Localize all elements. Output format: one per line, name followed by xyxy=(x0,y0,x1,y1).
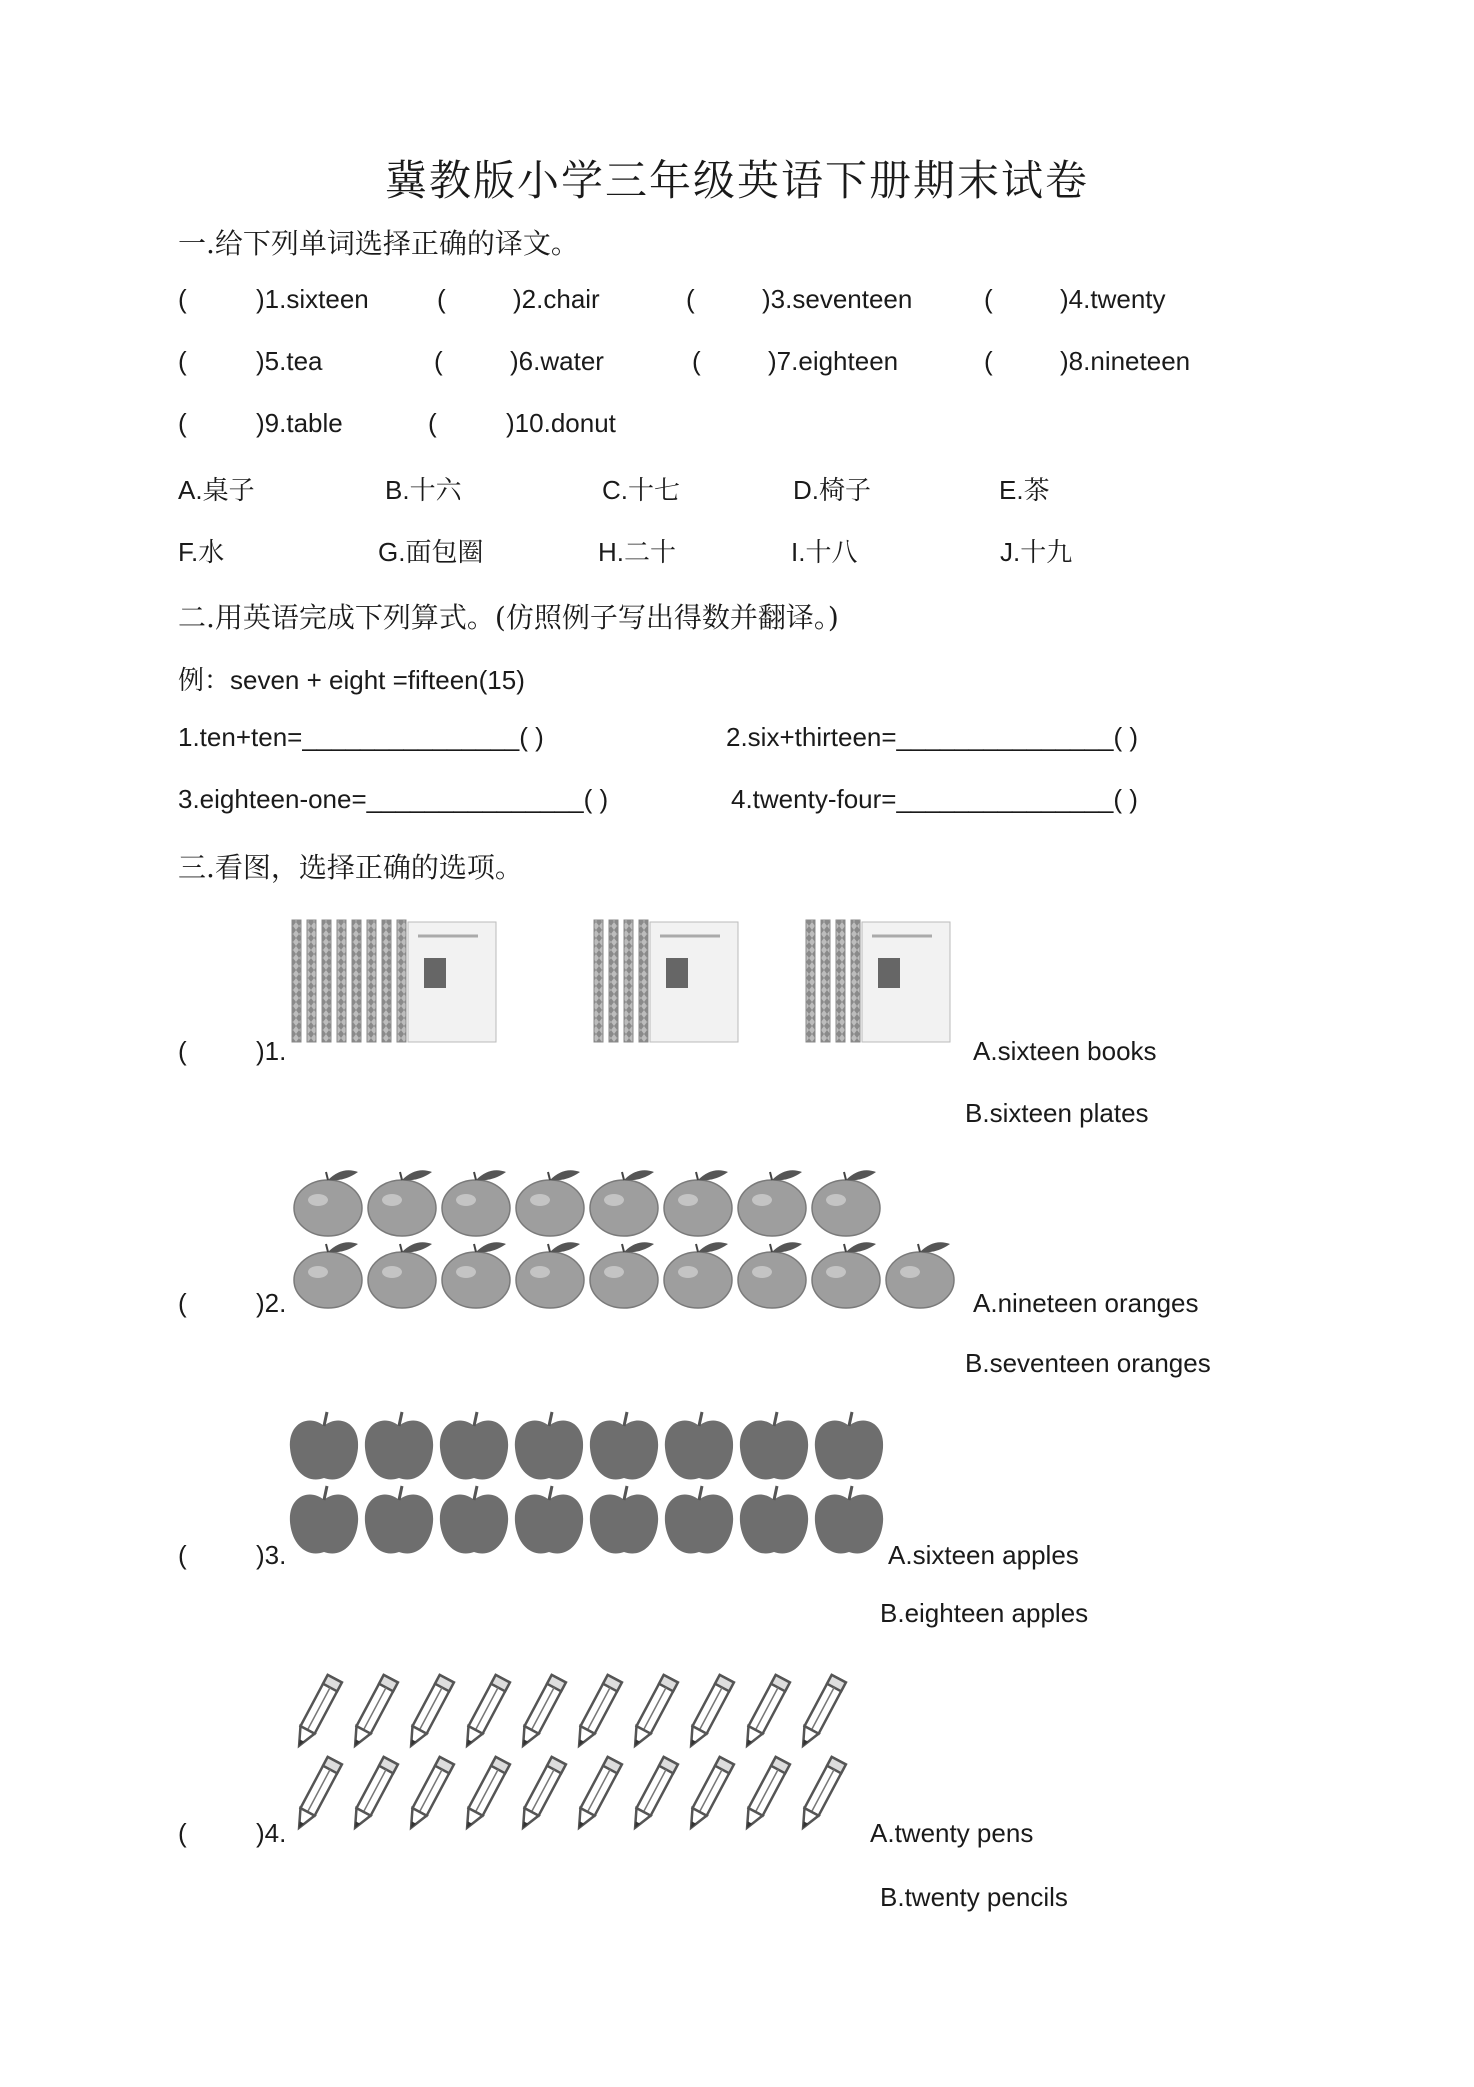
answer-paren-open: ( xyxy=(178,346,187,376)
apple-icon xyxy=(740,1486,808,1554)
orange-icon xyxy=(442,1170,510,1236)
option-d: D.椅子 xyxy=(793,475,872,505)
orange-icon xyxy=(516,1170,584,1236)
orange-icon xyxy=(664,1242,732,1308)
pencil-icon xyxy=(404,1675,454,1750)
apple-icon xyxy=(365,1486,433,1554)
orange-icon xyxy=(368,1170,436,1236)
option-e: E.茶 xyxy=(999,475,1050,505)
word-item: )4.twenty xyxy=(1060,284,1166,314)
answer-paren-open: ( xyxy=(984,284,993,314)
pencil-icon xyxy=(516,1757,566,1832)
book-stack-icon xyxy=(594,920,738,1042)
word-item: )9.table xyxy=(256,408,343,438)
page-title: 冀教版小学三年级英语下册期末试卷 xyxy=(384,156,1089,205)
question-number: )1. xyxy=(256,1036,287,1066)
question-number: )3. xyxy=(256,1540,287,1570)
math-question-4: 4.twenty-four=_______________( ) xyxy=(731,784,1138,814)
answer-paren-open: ( xyxy=(178,284,187,314)
orange-icon xyxy=(294,1242,362,1308)
math-question-1: 1.ten+ten=_______________( ) xyxy=(178,722,544,752)
word-item: )1.sixteen xyxy=(256,284,369,314)
orange-icon xyxy=(368,1242,436,1308)
option-b: B.十六 xyxy=(385,475,462,505)
answer-paren-open: ( xyxy=(178,1818,187,1848)
orange-icon xyxy=(516,1242,584,1308)
answer-paren-open: ( xyxy=(437,284,446,314)
answer-paren-open: ( xyxy=(428,408,437,438)
choice-a: A.nineteen oranges xyxy=(973,1288,1199,1318)
math-question-2: 2.six+thirteen=_______________( ) xyxy=(726,722,1138,752)
choice-a: A.sixteen books xyxy=(973,1036,1157,1066)
answer-paren-open: ( xyxy=(178,1036,187,1066)
pencil-icon xyxy=(292,1757,342,1832)
orange-icon xyxy=(738,1242,806,1308)
orange-icon xyxy=(886,1242,954,1308)
word-item: )3.seventeen xyxy=(762,284,913,314)
word-item: )2.chair xyxy=(513,284,600,314)
apple-icon xyxy=(440,1486,508,1554)
pencil-icon xyxy=(740,1675,790,1750)
pencil-icon xyxy=(460,1757,510,1832)
pencil-icon xyxy=(572,1675,622,1750)
pencil-icon xyxy=(684,1757,734,1832)
pencil-icon xyxy=(684,1675,734,1750)
pencil-icon xyxy=(516,1675,566,1750)
apple-icon xyxy=(290,1412,358,1480)
option-c: C.十七 xyxy=(602,475,681,505)
word-item: )8.nineteen xyxy=(1060,346,1191,376)
choice-b: B.twenty pencils xyxy=(880,1882,1068,1912)
pencil-icon xyxy=(572,1757,622,1832)
apple-icon xyxy=(515,1412,583,1480)
apple-icon xyxy=(665,1486,733,1554)
option-h: H.二十 xyxy=(598,537,677,567)
section2-heading: 二.用英语完成下列算式。(仿照例子写出得数并翻译。) xyxy=(178,601,839,634)
option-i: I.十八 xyxy=(791,537,858,567)
apple-icon xyxy=(815,1486,883,1554)
apples-picture xyxy=(290,1410,890,1562)
pencil-icon xyxy=(348,1757,398,1832)
option-a: A.桌子 xyxy=(178,475,255,505)
apple-icon xyxy=(365,1412,433,1480)
question-number: )2. xyxy=(256,1288,287,1318)
pencil-icon xyxy=(796,1675,846,1750)
orange-icon xyxy=(812,1170,880,1236)
word-item: )7.eighteen xyxy=(768,346,899,376)
pencil-icon xyxy=(292,1675,342,1750)
pencil-icon xyxy=(628,1675,678,1750)
pencil-icon xyxy=(348,1675,398,1750)
choice-b: B.seventeen oranges xyxy=(965,1348,1211,1378)
section3-heading: 三.看图，选择正确的选项。 xyxy=(178,851,523,884)
apple-icon xyxy=(590,1412,658,1480)
apple-icon xyxy=(515,1486,583,1554)
books-picture xyxy=(290,918,960,1050)
apple-icon xyxy=(590,1486,658,1554)
apple-icon xyxy=(815,1412,883,1480)
option-j: J.十九 xyxy=(1000,537,1073,567)
orange-icon xyxy=(294,1170,362,1236)
answer-paren-open: ( xyxy=(178,408,187,438)
math-example: 例：seven + eight =fifteen(15) xyxy=(178,665,525,695)
word-item: )6.water xyxy=(510,346,604,376)
choice-b: B.sixteen plates xyxy=(965,1098,1149,1128)
apple-icon xyxy=(440,1412,508,1480)
orange-icon xyxy=(812,1242,880,1308)
pencil-icon xyxy=(796,1757,846,1832)
choice-b: B.eighteen apples xyxy=(880,1598,1089,1628)
apple-icon xyxy=(290,1486,358,1554)
pencil-icon xyxy=(460,1675,510,1750)
pencil-icon xyxy=(628,1757,678,1832)
apple-icon xyxy=(665,1412,733,1480)
answer-paren-open: ( xyxy=(178,1540,187,1570)
oranges-picture xyxy=(290,1164,960,1312)
orange-icon xyxy=(664,1170,732,1236)
pencils-picture xyxy=(290,1670,870,1842)
pencil-icon xyxy=(740,1757,790,1832)
orange-icon xyxy=(590,1242,658,1308)
apple-icon xyxy=(740,1412,808,1480)
answer-paren-open: ( xyxy=(686,284,695,314)
option-f: F.水 xyxy=(178,537,225,567)
orange-icon xyxy=(738,1170,806,1236)
answer-paren-open: ( xyxy=(434,346,443,376)
choice-a: A.sixteen apples xyxy=(888,1540,1079,1570)
math-question-3: 3.eighteen-one=_______________( ) xyxy=(178,784,609,814)
orange-icon xyxy=(590,1170,658,1236)
choice-a: A.twenty pens xyxy=(870,1818,1034,1848)
book-stack-icon xyxy=(292,920,496,1042)
word-item: )10.donut xyxy=(506,408,616,438)
answer-paren-open: ( xyxy=(984,346,993,376)
book-stack-icon xyxy=(806,920,950,1042)
answer-paren-open: ( xyxy=(692,346,701,376)
orange-icon xyxy=(442,1242,510,1308)
word-item: )5.tea xyxy=(256,346,323,376)
question-number: )4. xyxy=(256,1818,287,1848)
option-g: G.面包圈 xyxy=(378,537,484,567)
section1-heading: 一.给下列单词选择正确的译文。 xyxy=(178,227,579,260)
pencil-icon xyxy=(404,1757,454,1832)
answer-paren-open: ( xyxy=(178,1288,187,1318)
